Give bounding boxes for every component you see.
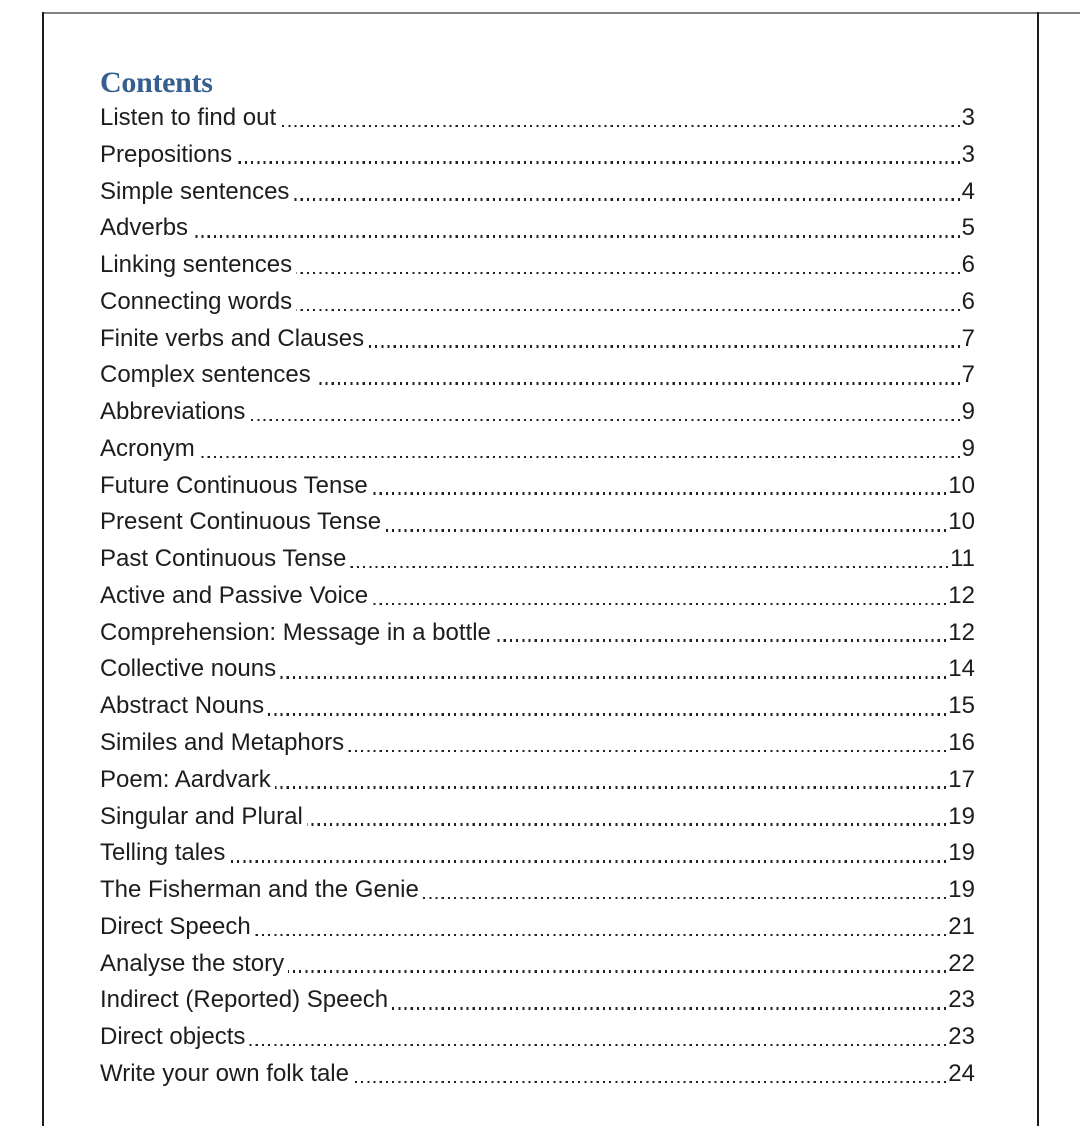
toc-entry-title: Singular and Plural <box>100 802 303 830</box>
toc-list <box>100 100 975 1093</box>
dot-leader <box>348 750 946 753</box>
toc-entry-title: Similes and Metaphors <box>100 729 345 757</box>
page-left-edge-rule <box>42 12 44 1126</box>
dot-leader <box>372 492 947 495</box>
toc-entry-page-number: 19 <box>948 876 975 904</box>
dot-leader <box>249 419 959 422</box>
toc-entry[interactable] <box>100 946 975 983</box>
toc-entry[interactable] <box>100 982 975 1019</box>
toc-entry-title: Prepositions <box>100 140 233 168</box>
toc-entry-title: Linking sentences <box>100 251 293 279</box>
toc-entry-title: Connecting words <box>100 287 293 315</box>
toc-entry[interactable] <box>100 725 975 762</box>
dot-leader <box>249 1044 946 1047</box>
dot-leader <box>275 786 947 789</box>
dot-leader <box>353 1081 946 1084</box>
toc-entry-title: Write your own folk tale <box>100 1059 349 1087</box>
toc-entry-page-number: 21 <box>948 912 975 940</box>
toc-entry[interactable] <box>100 504 975 541</box>
toc-entry-title: Indirect (Reported) Speech <box>100 986 389 1014</box>
toc-entry-page-number: 15 <box>948 692 975 720</box>
toc-entry-page-number: 3 <box>961 140 975 168</box>
dot-leader <box>236 161 960 164</box>
toc-entry-title: Future Continuous Tense <box>100 471 368 499</box>
toc-entry-page-number: 7 <box>961 361 975 389</box>
dot-leader <box>199 456 960 459</box>
dot-leader <box>368 345 960 348</box>
toc-entry-title: Listen to find out <box>100 104 277 131</box>
dot-leader <box>495 639 946 642</box>
toc-entry[interactable] <box>100 762 975 799</box>
toc-entry-page-number: 17 <box>948 765 975 793</box>
toc-entry-page-number: 16 <box>948 729 975 757</box>
toc-entry[interactable] <box>100 909 975 946</box>
toc-entry[interactable] <box>100 284 975 321</box>
dot-leader <box>350 566 948 569</box>
dot-leader <box>296 272 960 275</box>
toc-heading: Contents <box>100 66 213 99</box>
dot-leader <box>372 603 946 606</box>
toc-entry-title: Simple sentences <box>100 177 290 205</box>
toc-entry-page-number: 23 <box>948 1023 975 1051</box>
toc-entry-page-number: 14 <box>948 655 975 683</box>
toc-entry[interactable] <box>100 615 975 652</box>
toc-entry-title: Comprehension: Message in a bottle <box>100 618 491 646</box>
toc-entry-title: Telling tales <box>100 839 226 867</box>
toc-entry-page-number: 6 <box>961 251 975 279</box>
dot-leader <box>293 198 959 201</box>
dot-leader <box>288 970 946 973</box>
dot-leader <box>307 823 947 826</box>
toc-entry[interactable] <box>100 1019 975 1056</box>
dot-leader <box>255 934 947 937</box>
toc-entry[interactable] <box>100 394 975 431</box>
toc-entry-page-number: 12 <box>948 618 975 646</box>
toc-entry-title: Direct Speech <box>100 912 251 940</box>
toc-entry[interactable] <box>100 247 975 284</box>
toc-entry-title: Acronym <box>100 434 195 462</box>
toc-entry[interactable] <box>100 321 975 358</box>
dot-leader <box>315 382 960 385</box>
toc-entry[interactable] <box>100 210 975 247</box>
toc-entry-page-number: 12 <box>948 581 975 609</box>
toc-entry[interactable] <box>100 799 975 836</box>
toc-entry-title: Active and Passive Voice <box>100 581 369 609</box>
toc-entry-page-number: 9 <box>961 398 975 426</box>
dot-leader <box>268 713 946 716</box>
toc-entry-title: Complex sentences <box>100 361 311 389</box>
toc-entry-page-number: 7 <box>961 324 975 352</box>
toc-entry-page-number: 22 <box>948 949 975 977</box>
toc-entry-page-number: 23 <box>948 986 975 1014</box>
toc-entry-title: Finite verbs and Clauses <box>100 324 365 352</box>
toc-entry-title: Collective nouns <box>100 655 277 683</box>
toc-entry-page-number: 9 <box>961 434 975 462</box>
dot-leader <box>280 125 960 128</box>
toc-entry[interactable] <box>100 357 975 394</box>
toc-entry[interactable] <box>100 137 975 174</box>
toc-section <box>100 66 975 1093</box>
toc-entry[interactable] <box>100 651 975 688</box>
toc-entry-page-number: 5 <box>961 214 975 242</box>
toc-entry-title: Abbreviations <box>100 398 246 426</box>
toc-entry-title: The Fisherman and the Genie <box>100 876 419 904</box>
dot-leader <box>423 897 946 900</box>
toc-entry[interactable] <box>100 431 975 468</box>
toc-entry-page-number: 19 <box>948 839 975 867</box>
toc-entry-page-number: 19 <box>948 802 975 830</box>
toc-entry-page-number: 6 <box>961 287 975 315</box>
toc-entry-page-number: 10 <box>948 508 975 536</box>
toc-entry-page-number: 24 <box>948 1059 975 1087</box>
dot-leader <box>280 676 946 679</box>
toc-entry[interactable] <box>100 872 975 909</box>
toc-entry[interactable] <box>100 468 975 505</box>
toc-entry-title: Past Continuous Tense <box>100 545 347 573</box>
toc-entry-title: Poem: Aardvark <box>100 765 271 793</box>
toc-entry[interactable] <box>100 541 975 578</box>
toc-entry-page-number: 4 <box>961 177 975 205</box>
dot-leader <box>392 1007 946 1010</box>
toc-entry-title: Direct objects <box>100 1023 246 1051</box>
toc-entry-title: Present Continuous Tense <box>100 508 382 536</box>
toc-entry-page-number: 11 <box>950 545 975 573</box>
toc-entry-page-number: 10 <box>948 471 975 499</box>
toc-entry[interactable] <box>100 174 975 211</box>
toc-entry[interactable] <box>100 835 975 872</box>
toc-entry[interactable] <box>100 100 975 137</box>
toc-entry-title: Analyse the story <box>100 949 285 977</box>
toc-entry-title: Abstract Nouns <box>100 692 265 720</box>
toc-entry-page-number: 3 <box>961 104 975 131</box>
dot-leader <box>296 309 960 312</box>
toc-entry[interactable] <box>100 1056 975 1093</box>
dot-leader <box>192 235 960 238</box>
page-right-edge-rule <box>1037 12 1039 1126</box>
dot-leader <box>229 860 946 863</box>
dot-leader <box>385 529 946 532</box>
toc-entry[interactable] <box>100 578 975 615</box>
toc-entry-title: Adverbs <box>100 214 189 242</box>
page-top-rule <box>42 12 1080 14</box>
toc-entry[interactable] <box>100 688 975 725</box>
